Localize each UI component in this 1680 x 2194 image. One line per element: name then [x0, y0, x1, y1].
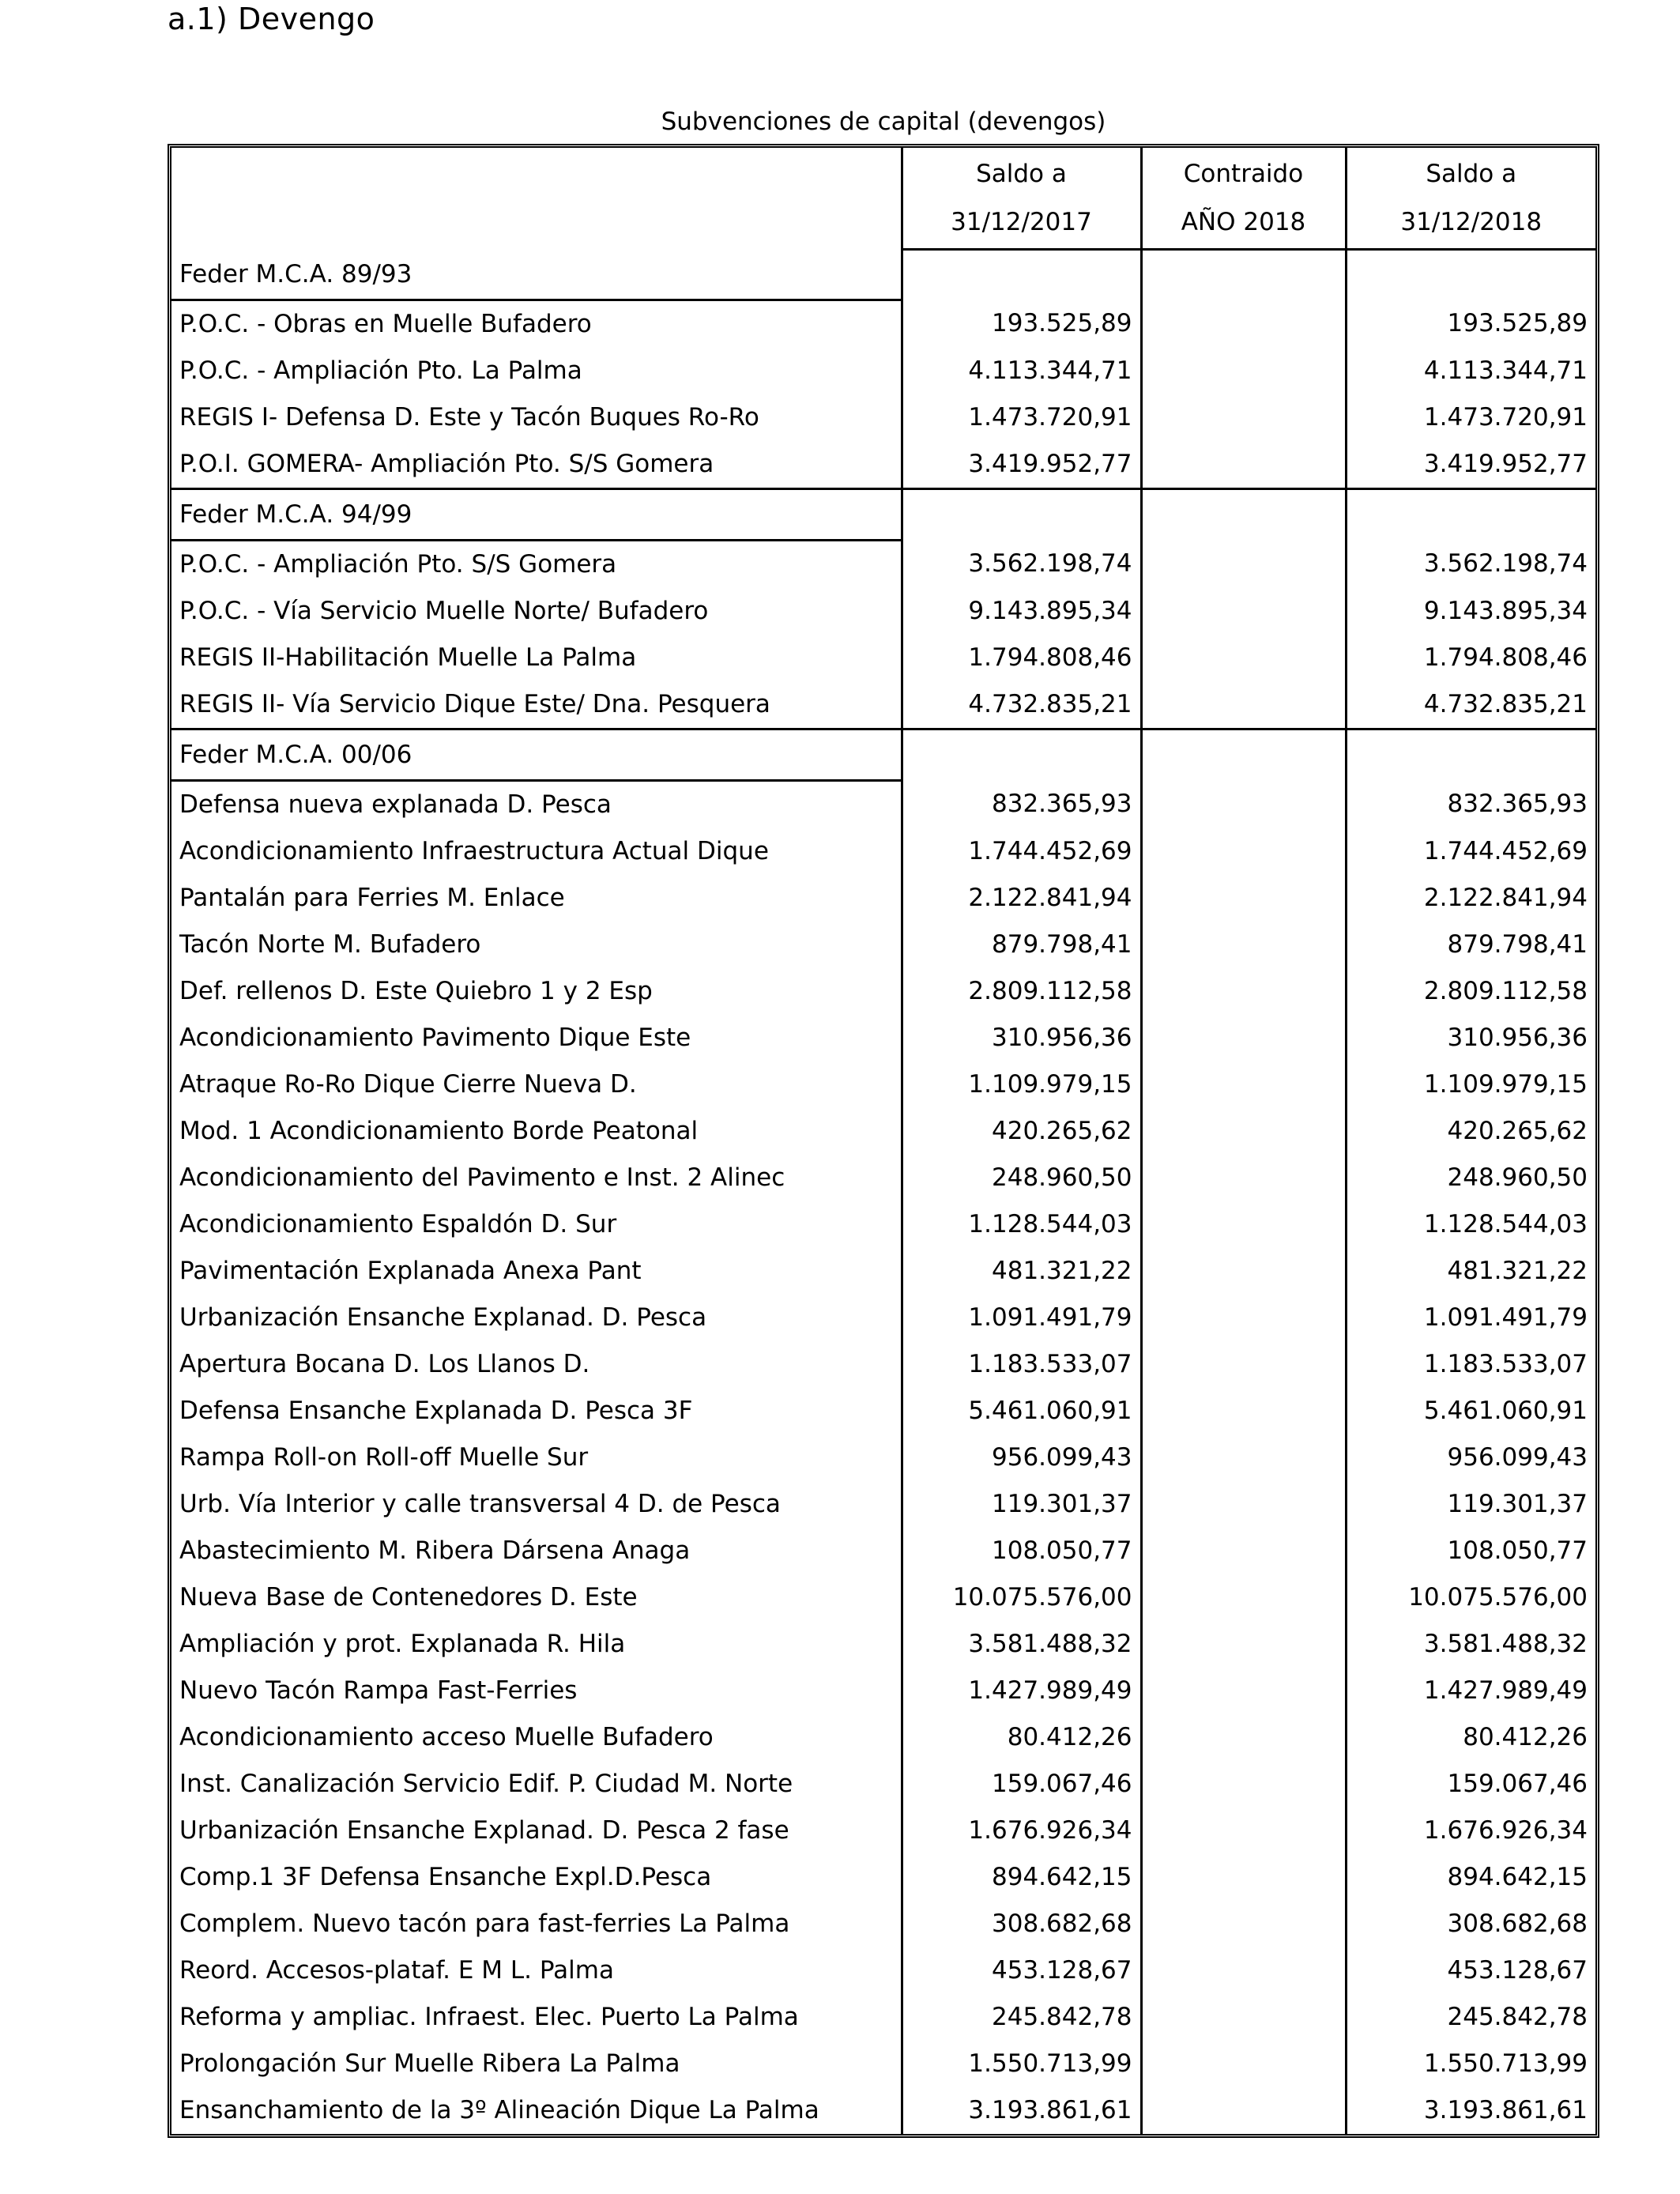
- saldo-2017-cell: 2.122.841,94: [902, 875, 1141, 922]
- saldo-2018-cell: 1.128.544,03: [1346, 1201, 1595, 1248]
- saldo-2018-cell: 1.109.979,15: [1346, 1061, 1595, 1108]
- table-row: [171, 1761, 1595, 1808]
- contraido-2018-cell: [1141, 1901, 1346, 1947]
- table-row: [171, 1155, 1595, 1201]
- contraido-2018-cell: [1141, 2041, 1346, 2087]
- concept-cell: Acondicionamiento del Pavimento e Inst. 2 Alinec: [179, 1163, 785, 1192]
- table-row: [171, 1994, 1595, 2041]
- table-row: [171, 2087, 1595, 2134]
- concept-cell: P.O.I. GOMERA- Ampliación Pto. S/S Gomera: [179, 449, 714, 478]
- saldo-2018-cell: 308.682,68: [1346, 1901, 1595, 1947]
- saldo-2017-cell: 159.067,46: [902, 1761, 1141, 1808]
- contraido-2018-cell: [1141, 1761, 1346, 1808]
- contraido-2018-cell: [1141, 348, 1346, 394]
- saldo-2018-cell: 119.301,37: [1346, 1481, 1595, 1528]
- saldo-2017-cell: 1.128.544,03: [902, 1201, 1141, 1248]
- concept-cell: Ensanchamiento de la 3º Alineación Dique La Palma: [179, 2095, 819, 2124]
- contraido-2018-cell: [1141, 922, 1346, 968]
- concept-cell: Rampa Roll-on Roll-off Muelle Sur: [179, 1442, 589, 1472]
- table-row: [171, 588, 1595, 635]
- table-row: [171, 828, 1595, 875]
- saldo-2017-cell: 894.642,15: [902, 1854, 1141, 1901]
- concept-cell: Urbanización Ensanche Explanad. D. Pesca 2 fase: [179, 1815, 789, 1845]
- concept-cell: P.O.C. - Obras en Muelle Bufadero: [179, 309, 592, 338]
- concept-cell: Reforma y ampliac. Infraest. Elec. Puerto La Palma: [179, 2002, 799, 2031]
- saldo-2018-cell: 481.321,22: [1346, 1248, 1595, 1295]
- saldo-2018-cell: 3.581.488,32: [1346, 1621, 1595, 1668]
- contraido-2018-cell: [1141, 968, 1346, 1015]
- contraido-2018-cell: [1141, 1108, 1346, 1155]
- group-empty-cell: [1141, 729, 1346, 780]
- table-body: [171, 250, 1595, 2134]
- contraido-2018-cell: [1141, 1248, 1346, 1295]
- concept-cell: Apertura Bocana D. Los Llanos D.: [179, 1349, 590, 1378]
- group-header-row: [171, 250, 1595, 300]
- saldo-2017-cell: 1.794.808,46: [902, 635, 1141, 681]
- saldo-2018-cell: 1.091.491,79: [1346, 1295, 1595, 1341]
- saldo-2018-cell: 879.798,41: [1346, 922, 1595, 968]
- contraido-2018-cell: [1141, 2087, 1346, 2134]
- concept-cell: Urbanización Ensanche Explanad. D. Pesca: [179, 1302, 707, 1332]
- table-row: [171, 1574, 1595, 1621]
- contraido-2018-cell: [1141, 780, 1346, 828]
- saldo-2018-cell: 2.809.112,58: [1346, 968, 1595, 1015]
- table-row: [171, 2041, 1595, 2087]
- col-header-saldo-2018-line2: 31/12/2018: [1346, 200, 1595, 250]
- saldo-2017-cell: 80.412,26: [902, 1714, 1141, 1761]
- section-heading: a.1) Devengo: [168, 2, 375, 36]
- contraido-2018-cell: [1141, 1854, 1346, 1901]
- table-row: [171, 394, 1595, 441]
- saldo-2017-cell: 308.682,68: [902, 1901, 1141, 1947]
- contraido-2018-cell: [1141, 1295, 1346, 1341]
- contraido-2018-cell: [1141, 1808, 1346, 1854]
- saldo-2017-cell: 832.365,93: [902, 780, 1141, 828]
- concept-cell: Reord. Accesos-plataf. E M L. Palma: [179, 1955, 614, 1985]
- saldo-2017-cell: 119.301,37: [902, 1481, 1141, 1528]
- contraido-2018-cell: [1141, 441, 1346, 489]
- saldo-2017-cell: 245.842,78: [902, 1994, 1141, 2041]
- group-header-row: [171, 488, 1595, 540]
- saldo-2017-cell: 1.091.491,79: [902, 1295, 1141, 1341]
- concept-cell: Atraque Ro-Ro Dique Cierre Nueva D.: [179, 1069, 637, 1099]
- saldo-2018-cell: 894.642,15: [1346, 1854, 1595, 1901]
- table-row: [171, 1061, 1595, 1108]
- subsidies-table-frame: [168, 144, 1599, 2138]
- saldo-2017-cell: 1.744.452,69: [902, 828, 1141, 875]
- table-title: Subvenciones de capital (devengos): [661, 107, 1106, 136]
- saldo-2018-cell: 10.075.576,00: [1346, 1574, 1595, 1621]
- concept-cell: Urb. Vía Interior y calle transversal 4 D. de Pesca: [179, 1489, 781, 1518]
- saldo-2018-cell: 5.461.060,91: [1346, 1388, 1595, 1434]
- saldo-2018-cell: 1.183.533,07: [1346, 1341, 1595, 1388]
- saldo-2017-cell: 481.321,22: [902, 1248, 1141, 1295]
- group-empty-cell: [1141, 250, 1346, 300]
- group-title: Feder M.C.A. 94/99: [171, 488, 902, 540]
- table-row: [171, 348, 1595, 394]
- col-header-contraido-line2: AÑO 2018: [1141, 200, 1346, 250]
- concept-cell: Comp.1 3F Defensa Ensanche Expl.D.Pesca: [179, 1862, 712, 1891]
- col-header-saldo-2018-line1: Saldo a: [1346, 148, 1595, 200]
- saldo-2017-cell: 3.419.952,77: [902, 441, 1141, 489]
- saldo-2017-cell: 453.128,67: [902, 1947, 1141, 1994]
- saldo-2018-cell: 310.956,36: [1346, 1015, 1595, 1061]
- saldo-2017-cell: 9.143.895,34: [902, 588, 1141, 635]
- contraido-2018-cell: [1141, 1668, 1346, 1714]
- saldo-2017-cell: 1.676.926,34: [902, 1808, 1141, 1854]
- saldo-2018-cell: 4.732.835,21: [1346, 681, 1595, 729]
- saldo-2018-cell: 453.128,67: [1346, 1947, 1595, 1994]
- table-row: [171, 1388, 1595, 1434]
- saldo-2017-cell: 193.525,89: [902, 300, 1141, 348]
- saldo-2017-cell: 3.193.861,61: [902, 2087, 1141, 2134]
- saldo-2017-cell: 3.562.198,74: [902, 540, 1141, 588]
- saldo-2017-cell: 1.473.720,91: [902, 394, 1141, 441]
- concept-cell: Acondicionamiento acceso Muelle Bufadero: [179, 1722, 714, 1751]
- concept-cell: Nuevo Tacón Rampa Fast-Ferries: [179, 1676, 578, 1705]
- contraido-2018-cell: [1141, 1341, 1346, 1388]
- col-header-saldo-2017-line2: 31/12/2017: [902, 200, 1141, 250]
- table-row: [171, 780, 1595, 828]
- contraido-2018-cell: [1141, 300, 1346, 348]
- concept-cell: P.O.C. - Vía Servicio Muelle Norte/ Bufadero: [179, 596, 709, 625]
- contraido-2018-cell: [1141, 1015, 1346, 1061]
- table-row: [171, 1481, 1595, 1528]
- contraido-2018-cell: [1141, 540, 1346, 588]
- contraido-2018-cell: [1141, 875, 1346, 922]
- group-empty-cell: [1141, 488, 1346, 540]
- header-blank-cell: [171, 148, 902, 250]
- saldo-2018-cell: 1.427.989,49: [1346, 1668, 1595, 1714]
- saldo-2017-cell: 4.113.344,71: [902, 348, 1141, 394]
- col-header-contraido-line1: Contraido: [1141, 148, 1346, 200]
- contraido-2018-cell: [1141, 1574, 1346, 1621]
- saldo-2018-cell: 80.412,26: [1346, 1714, 1595, 1761]
- saldo-2018-cell: 159.067,46: [1346, 1761, 1595, 1808]
- concept-cell: Defensa Ensanche Explanada D. Pesca 3F: [179, 1396, 693, 1425]
- group-empty-cell: [902, 729, 1141, 780]
- table-row: [171, 1947, 1595, 1994]
- saldo-2017-cell: 3.581.488,32: [902, 1621, 1141, 1668]
- saldo-2017-cell: 248.960,50: [902, 1155, 1141, 1201]
- saldo-2017-cell: 10.075.576,00: [902, 1574, 1141, 1621]
- concept-cell: Inst. Canalización Servicio Edif. P. Ciudad M. Norte: [179, 1769, 793, 1798]
- concept-cell: Complem. Nuevo tacón para fast-ferries La Palma: [179, 1909, 790, 1938]
- concept-cell: Acondicionamiento Espaldón D. Sur: [179, 1209, 617, 1238]
- saldo-2017-cell: 5.461.060,91: [902, 1388, 1141, 1434]
- concept-cell: Defensa nueva explanada D. Pesca: [179, 790, 612, 819]
- table-row: [171, 635, 1595, 681]
- contraido-2018-cell: [1141, 1434, 1346, 1481]
- saldo-2018-cell: 956.099,43: [1346, 1434, 1595, 1481]
- saldo-2018-cell: 2.122.841,94: [1346, 875, 1595, 922]
- saldo-2017-cell: 1.109.979,15: [902, 1061, 1141, 1108]
- saldo-2017-cell: 2.809.112,58: [902, 968, 1141, 1015]
- saldo-2018-cell: 3.419.952,77: [1346, 441, 1595, 489]
- saldo-2018-cell: 1.550.713,99: [1346, 2041, 1595, 2087]
- table-row: [171, 1295, 1595, 1341]
- saldo-2017-cell: 956.099,43: [902, 1434, 1141, 1481]
- group-title: Feder M.C.A. 89/93: [171, 250, 902, 300]
- table-row: [171, 1341, 1595, 1388]
- saldo-2017-cell: 879.798,41: [902, 922, 1141, 968]
- table-row: [171, 1668, 1595, 1714]
- subsidies-table: [171, 148, 1595, 2134]
- concept-cell: REGIS II- Vía Servicio Dique Este/ Dna. Pesquera: [179, 689, 770, 718]
- table-row: [171, 681, 1595, 729]
- contraido-2018-cell: [1141, 1155, 1346, 1201]
- table-row: [171, 540, 1595, 588]
- table-row: [171, 1248, 1595, 1295]
- contraido-2018-cell: [1141, 635, 1346, 681]
- contraido-2018-cell: [1141, 1528, 1346, 1574]
- table-row: [171, 300, 1595, 348]
- contraido-2018-cell: [1141, 1061, 1346, 1108]
- concept-cell: REGIS I- Defensa D. Este y Tacón Buques Ro-Ro: [179, 402, 759, 432]
- concept-cell: Ampliación y prot. Explanada R. Hila: [179, 1629, 626, 1658]
- table-row: [171, 875, 1595, 922]
- group-title: Feder M.C.A. 00/06: [171, 729, 902, 780]
- table-row: [171, 1108, 1595, 1155]
- saldo-2018-cell: 9.143.895,34: [1346, 588, 1595, 635]
- table-row: [171, 968, 1595, 1015]
- saldo-2018-cell: 832.365,93: [1346, 780, 1595, 828]
- concept-cell: Acondicionamiento Pavimento Dique Este: [179, 1023, 691, 1052]
- header-row-1: [171, 148, 1595, 200]
- concept-cell: P.O.C. - Ampliación Pto. S/S Gomera: [179, 549, 617, 579]
- contraido-2018-cell: [1141, 828, 1346, 875]
- concept-cell: Pantalán para Ferries M. Enlace: [179, 883, 565, 912]
- saldo-2017-cell: 1.183.533,07: [902, 1341, 1141, 1388]
- saldo-2018-cell: 1.473.720,91: [1346, 394, 1595, 441]
- saldo-2017-cell: 108.050,77: [902, 1528, 1141, 1574]
- saldo-2018-cell: 248.960,50: [1346, 1155, 1595, 1201]
- contraido-2018-cell: [1141, 1388, 1346, 1434]
- table-row: [171, 1901, 1595, 1947]
- saldo-2018-cell: 1.676.926,34: [1346, 1808, 1595, 1854]
- saldo-2018-cell: 1.744.452,69: [1346, 828, 1595, 875]
- concept-cell: Acondicionamiento Infraestructura Actual Dique: [179, 836, 769, 865]
- table-row: [171, 1808, 1595, 1854]
- concept-cell: Abastecimiento M. Ribera Dársena Anaga: [179, 1536, 691, 1565]
- saldo-2017-cell: 420.265,62: [902, 1108, 1141, 1155]
- table-row: [171, 1621, 1595, 1668]
- saldo-2017-cell: 4.732.835,21: [902, 681, 1141, 729]
- group-empty-cell: [902, 488, 1141, 540]
- table-row: [171, 922, 1595, 968]
- contraido-2018-cell: [1141, 681, 1346, 729]
- group-empty-cell: [1346, 729, 1595, 780]
- contraido-2018-cell: [1141, 1994, 1346, 2041]
- group-empty-cell: [1346, 488, 1595, 540]
- saldo-2018-cell: 245.842,78: [1346, 1994, 1595, 2041]
- group-header-row: [171, 729, 1595, 780]
- saldo-2018-cell: 420.265,62: [1346, 1108, 1595, 1155]
- contraido-2018-cell: [1141, 394, 1346, 441]
- table-row: [171, 1434, 1595, 1481]
- contraido-2018-cell: [1141, 1714, 1346, 1761]
- saldo-2018-cell: 3.562.198,74: [1346, 540, 1595, 588]
- concept-cell: Pavimentación Explanada Anexa Pant: [179, 1256, 642, 1285]
- saldo-2017-cell: 1.550.713,99: [902, 2041, 1141, 2087]
- saldo-2018-cell: 108.050,77: [1346, 1528, 1595, 1574]
- table-row: [171, 1854, 1595, 1901]
- saldo-2018-cell: 3.193.861,61: [1346, 2087, 1595, 2134]
- table-row: [171, 1714, 1595, 1761]
- col-header-saldo-2017-line1: Saldo a: [902, 148, 1141, 200]
- concept-cell: Mod. 1 Acondicionamiento Borde Peatonal: [179, 1116, 699, 1145]
- concept-cell: Tacón Norte M. Bufadero: [179, 929, 481, 959]
- saldo-2017-cell: 310.956,36: [902, 1015, 1141, 1061]
- table-row: [171, 1015, 1595, 1061]
- saldo-2018-cell: 193.525,89: [1346, 300, 1595, 348]
- table-row: [171, 1201, 1595, 1248]
- table-row: [171, 441, 1595, 489]
- saldo-2017-cell: 1.427.989,49: [902, 1668, 1141, 1714]
- table-row: [171, 1528, 1595, 1574]
- concept-cell: Def. rellenos D. Este Quiebro 1 y 2 Esp: [179, 976, 653, 1005]
- contraido-2018-cell: [1141, 1621, 1346, 1668]
- contraido-2018-cell: [1141, 1947, 1346, 1994]
- concept-cell: Prolongación Sur Muelle Ribera La Palma: [179, 2049, 680, 2078]
- saldo-2018-cell: 1.794.808,46: [1346, 635, 1595, 681]
- contraido-2018-cell: [1141, 588, 1346, 635]
- concept-cell: Nueva Base de Contenedores D. Este: [179, 1582, 638, 1612]
- saldo-2018-cell: 4.113.344,71: [1346, 348, 1595, 394]
- contraido-2018-cell: [1141, 1201, 1346, 1248]
- group-empty-cell: [902, 250, 1141, 300]
- concept-cell: P.O.C. - Ampliación Pto. La Palma: [179, 356, 582, 385]
- contraido-2018-cell: [1141, 1481, 1346, 1528]
- concept-cell: REGIS II-Habilitación Muelle La Palma: [179, 643, 637, 672]
- group-empty-cell: [1346, 250, 1595, 300]
